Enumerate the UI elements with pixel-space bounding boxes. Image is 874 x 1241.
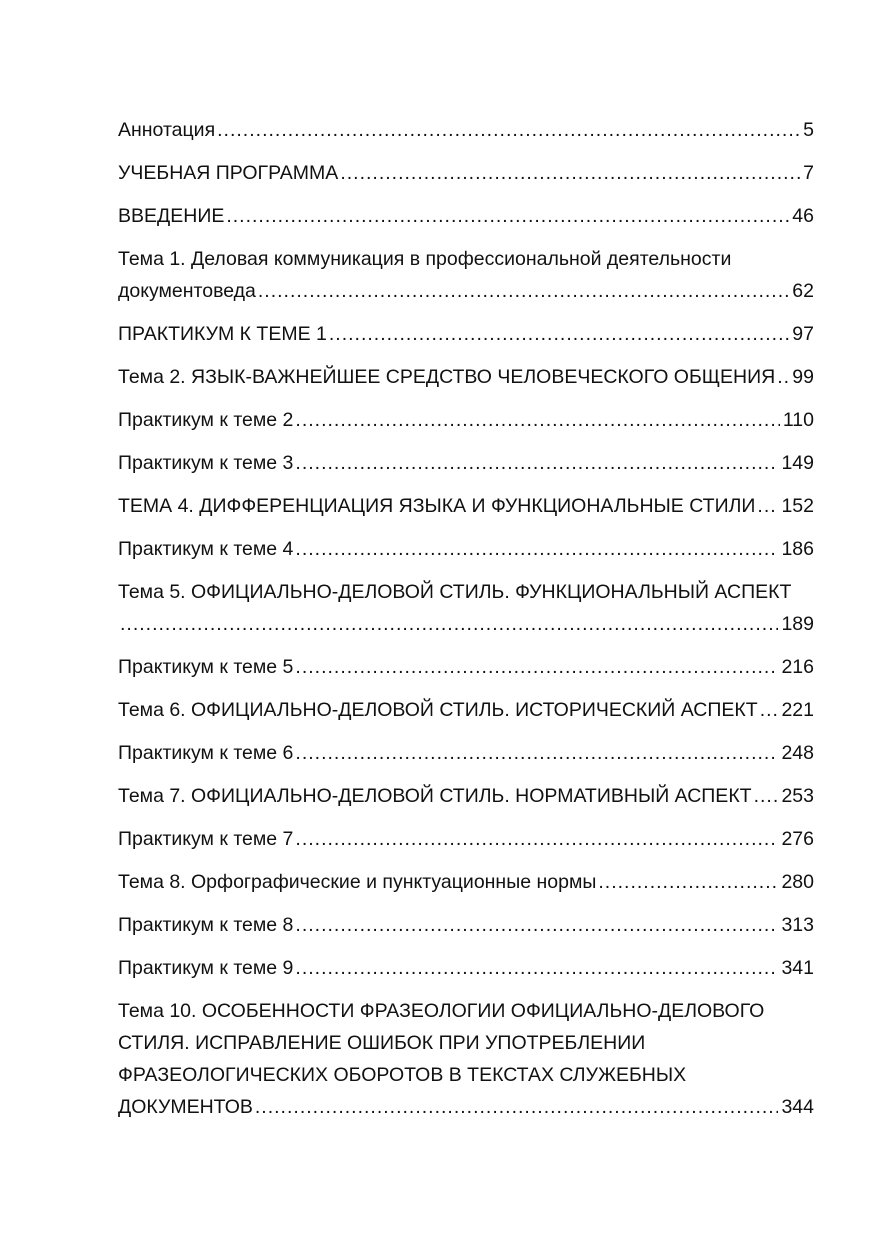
toc-entry-line: [118, 404, 814, 436]
toc-entry-line: [118, 608, 814, 640]
toc-entry-line: [118, 952, 814, 984]
toc-entry[interactable]: [118, 651, 814, 683]
toc-entry-line: [118, 490, 814, 522]
toc-entry-line: [118, 114, 814, 146]
toc-entry[interactable]: [118, 780, 814, 812]
toc-entry-title: Тема 7. ОФИЦИАЛЬНО-ДЕЛОВОЙ СТИЛЬ. НОРМАТИВНЫЙ АСПЕКТ: [118, 785, 752, 807]
toc-entry-page-number: 344: [781, 1096, 814, 1118]
dot-leader: [295, 909, 778, 941]
toc-entry-title: ТЕМА 4. ДИФФЕРЕНЦИАЦИЯ ЯЗЫКА И ФУНКЦИОНАЛЬНЫЕ СТИЛИ: [118, 495, 756, 517]
dot-leader: [757, 490, 778, 522]
toc-entry-page-number: 341: [781, 957, 814, 979]
dot-leader: [295, 533, 778, 565]
toc-entry[interactable]: [118, 490, 814, 522]
toc-entry-line: [118, 1091, 814, 1123]
dot-leader: [295, 952, 778, 984]
toc-entry-page-number: 97: [792, 323, 814, 345]
toc-entry-line: [118, 447, 814, 479]
dot-leader: [777, 361, 789, 393]
toc-entry-title-line: ФРАЗЕОЛОГИЧЕСКИХ ОБОРОТОВ В ТЕКСТАХ СЛУЖЕБНЫХ: [118, 1064, 687, 1086]
toc-entry-page-number: 216: [781, 656, 814, 678]
toc-entry[interactable]: [118, 866, 814, 898]
toc-entry-page-number: 62: [792, 280, 814, 302]
toc-entry[interactable]: [118, 447, 814, 479]
dot-leader: [340, 157, 800, 189]
toc-entry-page-number: 110: [782, 409, 814, 431]
toc-entry[interactable]: [118, 995, 814, 1123]
toc-entry[interactable]: [118, 157, 814, 189]
toc-entry-title: ПРАКТИКУМ К ТЕМЕ 1: [118, 323, 327, 345]
toc-entry-line: [118, 909, 814, 941]
toc-entry-page-number: 253: [781, 785, 814, 807]
toc-entry[interactable]: [118, 318, 814, 350]
toc-entry[interactable]: [118, 533, 814, 565]
toc-entry-title: Аннотация: [118, 119, 216, 141]
toc-entry-title: Практикум к теме 6: [118, 742, 294, 764]
toc-entry-title: Практикум к теме 2: [118, 409, 294, 431]
toc-entry-line: [118, 823, 814, 855]
toc-entry-page-number: 248: [781, 742, 814, 764]
toc-entry-page-number: 149: [781, 452, 814, 474]
toc-entry-title: Практикум к теме 9: [118, 957, 294, 979]
dot-leader: [258, 275, 789, 307]
dot-leader: [760, 694, 779, 726]
toc-entry-line: [118, 200, 814, 232]
dot-leader: [598, 866, 778, 898]
toc-entry-line: [118, 318, 814, 350]
dot-leader: [329, 318, 789, 350]
toc-entry-title: Тема 2. ЯЗЫК-ВАЖНЕЙШЕЕ СРЕДСТВО ЧЕЛОВЕЧЕСКОГО ОБЩЕНИЯ: [118, 366, 776, 388]
toc-entry-title: Тема 6. ОФИЦИАЛЬНО-ДЕЛОВОЙ СТИЛЬ. ИСТОРИЧЕСКИЙ АСПЕКТ: [118, 699, 758, 721]
dot-leader: [295, 404, 780, 436]
toc-entry-title-line: Тема 10. ОСОБЕННОСТИ ФРАЗЕОЛОГИИ ОФИЦИАЛЬНО-ДЕЛОВОГО: [118, 1000, 765, 1022]
toc-entry-title-line: СТИЛЯ. ИСПРАВЛЕНИЕ ОШИБОК ПРИ УПОТРЕБЛЕНИИ: [118, 1032, 646, 1054]
table-of-contents: [118, 114, 814, 1134]
toc-entry[interactable]: [118, 361, 814, 393]
dot-leader: [255, 1091, 779, 1123]
dot-leader: [754, 780, 779, 812]
toc-entry-title: ВВЕДЕНИЕ: [118, 205, 225, 227]
toc-entry-line: [118, 737, 814, 769]
toc-entry-page-number: 221: [781, 699, 814, 721]
toc-entry-line: [118, 361, 814, 393]
dot-leader: [295, 823, 778, 855]
toc-entry[interactable]: [118, 200, 814, 232]
toc-entry[interactable]: [118, 823, 814, 855]
dot-leader: [295, 447, 778, 479]
dot-leader: [217, 114, 800, 146]
toc-entry-page-number: 99: [792, 366, 814, 388]
dot-leader: [226, 200, 789, 232]
toc-entry-title: документоведа: [118, 280, 256, 302]
toc-entry-page-number: 7: [803, 162, 814, 184]
toc-entry-title: УЧЕБНАЯ ПРОГРАММА: [118, 162, 339, 184]
toc-entry-line: [118, 275, 814, 307]
toc-entry-line: [118, 533, 814, 565]
toc-entry-line: [118, 694, 814, 726]
toc-entry[interactable]: [118, 114, 814, 146]
toc-entry-page-number: 189: [781, 613, 814, 635]
toc-entry-line: [118, 780, 814, 812]
toc-entry-title-line: Тема 1. Деловая коммуникация в профессиональной деятельности: [118, 248, 732, 270]
toc-entry[interactable]: [118, 404, 814, 436]
toc-entry-title: ДОКУМЕНТОВ: [118, 1096, 253, 1118]
toc-entry-title: Практикум к теме 3: [118, 452, 294, 474]
toc-entry-page-number: 46: [792, 205, 814, 227]
dot-leader: [120, 608, 778, 640]
toc-entry-title: Практикум к теме 4: [118, 538, 294, 560]
toc-entry[interactable]: [118, 243, 814, 307]
toc-entry-page-number: 280: [781, 871, 814, 893]
toc-entry[interactable]: [118, 909, 814, 941]
toc-entry[interactable]: [118, 952, 814, 984]
dot-leader: [295, 737, 778, 769]
toc-entry-page-number: 5: [803, 119, 814, 141]
toc-entry[interactable]: [118, 694, 814, 726]
toc-entry-line: [118, 866, 814, 898]
toc-entry-line: [118, 157, 814, 189]
toc-entry-title-line: Тема 5. ОФИЦИАЛЬНО-ДЕЛОВОЙ СТИЛЬ. ФУНКЦИОНАЛЬНЫЙ АСПЕКТ: [118, 581, 792, 603]
toc-entry-page-number: 186: [781, 538, 814, 560]
toc-entry-line: [118, 651, 814, 683]
toc-entry-page-number: 313: [781, 914, 814, 936]
toc-entry-title: Практикум к теме 7: [118, 828, 294, 850]
toc-entry[interactable]: [118, 576, 814, 640]
toc-entry-page-number: 276: [781, 828, 814, 850]
toc-entry-title: Практикум к теме 5: [118, 656, 294, 678]
toc-entry[interactable]: [118, 737, 814, 769]
dot-leader: [295, 651, 778, 683]
toc-entry-title: Тема 8. Орфографические и пунктуационные нормы: [118, 871, 597, 893]
toc-entry-title: Практикум к теме 8: [118, 914, 294, 936]
toc-entry-page-number: 152: [781, 495, 814, 517]
